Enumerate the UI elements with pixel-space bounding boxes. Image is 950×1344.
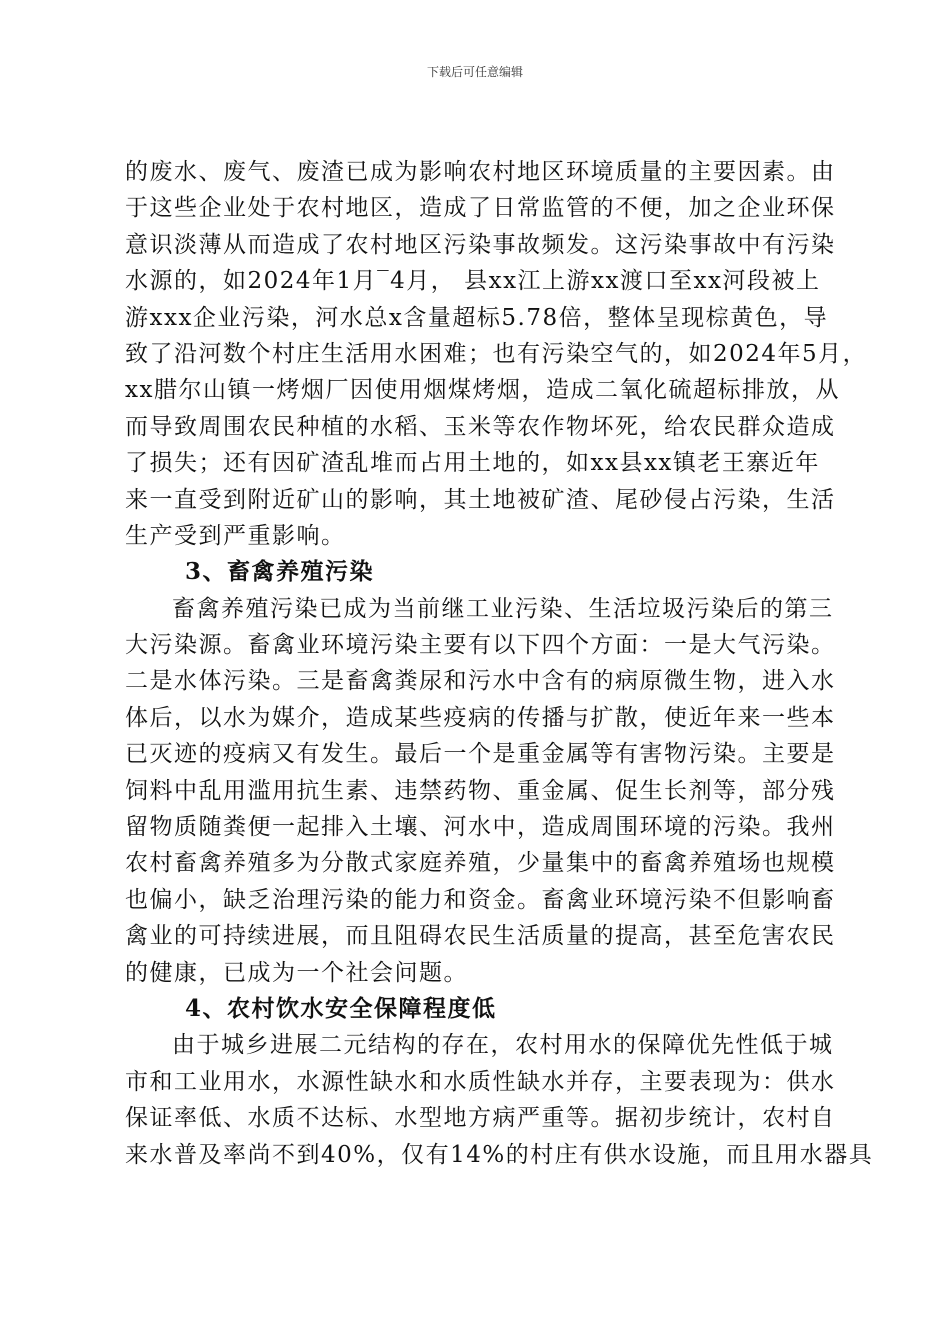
text-line: 的废水、废气、废渣已成为影响农村地区环境质量的主要因素。由 [125,159,836,185]
text-line: 水源的，如2024年1月‾4月， 县xx江上游xx渡口至xx河段被上 [125,268,821,295]
text-line: 也偏小，缺乏治理污染的能力和资金。畜禽业环境污染不但影响畜 [125,886,836,913]
text-line: 农村畜禽养殖多为分散式家庭养殖，少量集中的畜禽养殖场也规模 [125,850,836,877]
text-line: 的健康，已成为一个社会问题。 [125,959,468,986]
text-line: 游xxx企业污染，河水总x含量超标5.78倍，整体呈现棕黄色，导 [125,304,829,331]
text-line: 大污染源。畜禽业环境污染主要有以下四个方面：一是大气污染。 [125,632,836,659]
text-line: 意识淡薄从而造成了农村地区污染事故频发。这污染事故中有污染 [125,231,836,258]
text-line: 保证率低、水质不达标、水型地方病严重等。据初步统计，农村自 [125,1105,836,1132]
section-heading: 4、农村饮水安全保障程度低 [185,994,497,1022]
text-line: 来一直受到附近矿山的影响，其土地被矿渣、尾砂侵占污染，生活 [125,486,836,513]
text-line: 饲料中乱用滥用抗生素、违禁药物、重金属、促生长剂等，部分残 [125,777,836,804]
text-line: 体后，以水为媒介，造成某些疫病的传播与扩散，使近年来一些本 [125,704,836,731]
text-line: 二是水体污染。三是畜禽粪尿和污水中含有的病原微生物，进入水 [125,668,836,695]
text-line: 来水普及率尚不到40%，仅有14%的村庄有供水设施，而且用水器具 [125,1141,874,1168]
text-line: 已灭迹的疫病又有发生。最后一个是重金属等有害物污染。主要是 [125,741,836,768]
text-line: 市和工业用水，水源性缺水和水质性缺水并存，主要表现为：供水 [125,1068,836,1095]
page-header: 下载后可任意编辑 [426,65,523,79]
text-line: xx腊尔山镇一烤烟厂因使用烟煤烤烟，造成二氧化硫超标排放，从 [125,377,840,404]
text-line: 生产受到严重影响。 [125,522,346,549]
text-line: 留物质随粪便一起排入土壤、河水中，造成周围环境的污染。我州 [125,814,836,841]
text-line: 致了沿河数个村庄生活用水困难；也有污染空气的，如2024年5月， [125,340,868,367]
text-line: 由于城乡进展二元结构的存在，农村用水的保障优先性低于城 [172,1032,834,1059]
text-line: 了损失；还有因矿渣乱堆而占用土地的，如xx县xx镇老王寨近年 [125,450,820,477]
document-body [125,154,874,1173]
text-line: 于这些企业处于农村地区，造成了日常监管的不便，加之企业环保 [125,195,836,222]
text-line: 禽业的可持续进展，而且阻碍农民生活质量的提高，甚至危害农民 [125,923,836,950]
text-line: 而导致周围农民种植的水稻、玉米等农作物坏死，给农民群众造成 [125,413,836,440]
text-line: 畜禽养殖污染已成为当前继工业污染、生活垃圾污染后的第三 [172,595,834,622]
section-heading: 3、畜禽养殖污染 [185,558,375,586]
